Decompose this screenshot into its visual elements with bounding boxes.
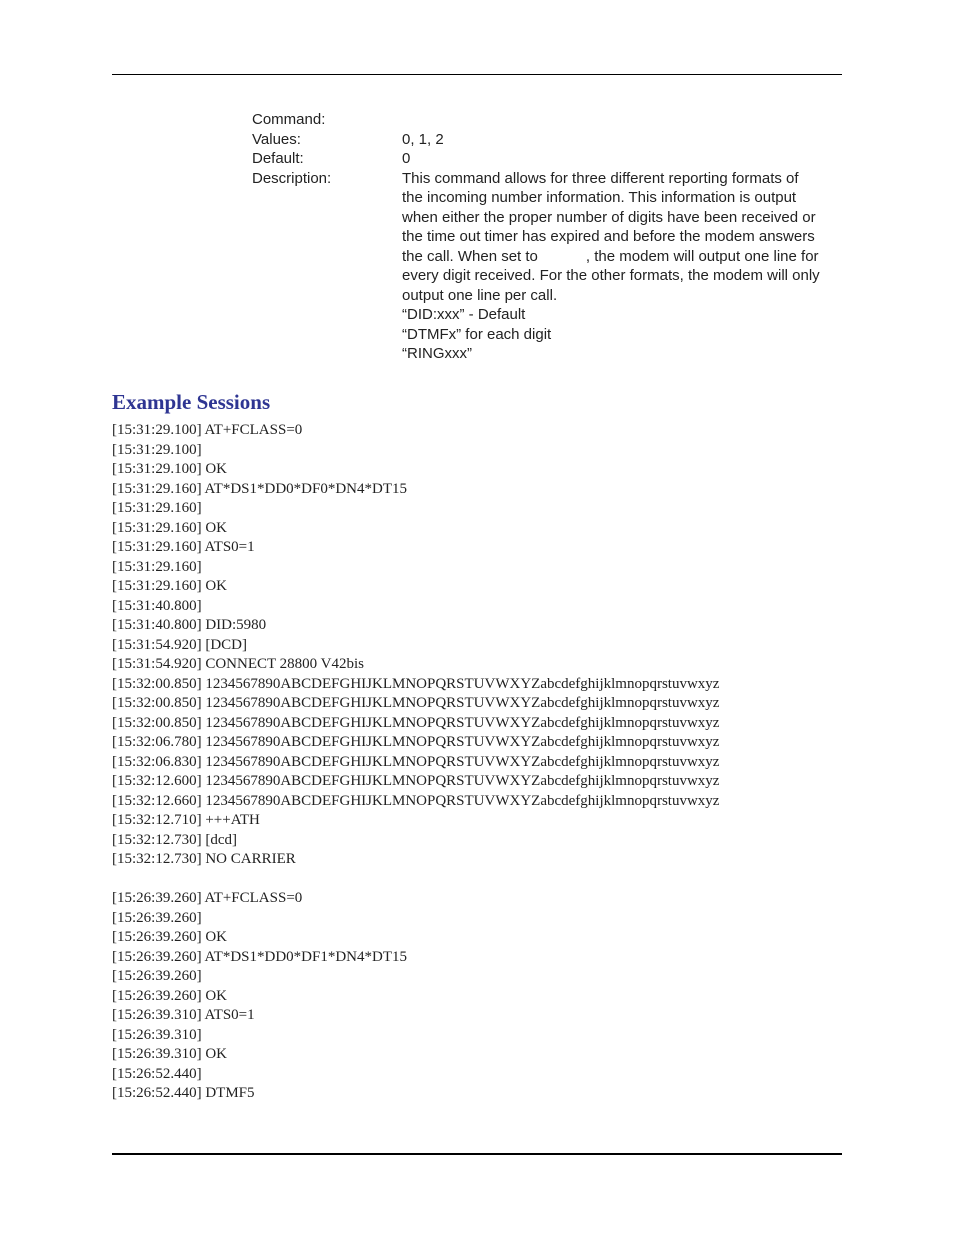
session-separator [112,870,719,890]
log-line: [15:31:40.800] [112,597,202,614]
values-row [252,130,852,150]
description-line: the time out timer has expired and before the modem answers [402,228,815,245]
header-rule [112,74,842,75]
footer-rule [112,1153,842,1155]
format-option: “DTMFx” for each digit [402,325,552,343]
command-value [402,110,842,130]
log-line: [15:31:29.100] AT+FCLASS=0 [112,422,303,438]
description-line: every digit received. For the other formats, the modem will only [402,267,820,284]
description-line: the incoming number information. This information is output [402,189,797,206]
default-value: 0 [402,150,411,167]
session-1 [112,421,719,870]
description-row [252,169,852,364]
log-line: [15:32:06.830] 1234567890ABCDEFGHIJKLMNOPQRSTUVWXYZabcdefghijklmnopqrstuvwxyz [112,753,720,770]
description-fragment: the call. When set to [402,247,538,265]
log-line: [15:31:29.100] OK [112,461,227,477]
description-text [402,169,842,364]
command-row [252,110,852,130]
command-parameters [252,110,852,364]
log-line: [15:26:52.440] [112,1065,202,1082]
log-line: [15:31:29.160] ATS0=1 [112,539,255,555]
command-label: Command: [252,111,326,128]
log-line: [15:26:39.310] ATS0=1 [112,1007,255,1023]
log-line: [15:26:39.260] OK [112,987,227,1004]
description-fragment: , the modem will output one line for [585,247,819,265]
values-label: Values: [252,130,301,148]
log-line: [15:26:39.310] [112,1026,202,1043]
default-label: Default: [252,150,304,167]
log-line: [15:32:00.850] 1234567890ABCDEFGHIJKLMNOPQRSTUVWXYZabcdefghijklmnopqrstuvwxyz [112,695,720,711]
description-line: when either the proper number of digits have been received or [402,208,816,226]
log-line: [15:31:29.160] [112,558,202,575]
section-heading: Example Sessions [112,390,271,414]
format-option: “DID:xxx” - Default [402,306,526,323]
log-line: [15:32:00.850] 1234567890ABCDEFGHIJKLMNOPQRSTUVWXYZabcdefghijklmnopqrstuvwxyz [112,675,720,692]
log-line: [15:26:39.260] AT*DS1*DD0*DF1*DN4*DT15 [112,948,408,965]
example-sessions-log [112,421,719,1104]
format-option: “RINGxxx” [402,345,472,362]
log-line: [15:32:06.780] 1234567890ABCDEFGHIJKLMNOPQRSTUVWXYZabcdefghijklmnopqrstuvwxyz [112,734,720,750]
log-line: [15:31:29.160] OK [112,578,227,594]
log-line: [15:32:12.600] 1234567890ABCDEFGHIJKLMNOPQRSTUVWXYZabcdefghijklmnopqrstuvwxyz [112,773,720,789]
description-line [402,247,842,267]
log-line: [15:31:29.160] AT*DS1*DD0*DF0*DN4*DT15 [112,480,408,497]
log-line: [15:26:39.260] OK [112,929,227,945]
log-line: [15:32:12.660] 1234567890ABCDEFGHIJKLMNOPQRSTUVWXYZabcdefghijklmnopqrstuvwxyz [112,792,720,809]
default-row [252,149,852,169]
session-2 [112,889,719,1104]
log-line: [15:32:12.730] [dcd] [112,831,237,848]
log-line: [15:32:00.850] 1234567890ABCDEFGHIJKLMNOPQRSTUVWXYZabcdefghijklmnopqrstuvwxyz [112,714,720,731]
log-line: [15:32:12.710] +++ATH [112,812,260,828]
log-line: [15:26:52.440] DTMF5 [112,1085,255,1101]
values-value: 0, 1, 2 [402,130,444,148]
log-line: [15:31:54.920] [DCD] [112,636,247,653]
log-line: [15:31:54.920] CONNECT 28800 V42bis [112,656,364,672]
log-line: [15:26:39.260] [112,909,202,926]
log-line: [15:31:40.800] DID:5980 [112,617,267,633]
log-line: [15:31:29.160] [112,500,202,516]
log-line: [15:32:12.730] NO CARRIER [112,851,296,867]
description-label: Description: [252,169,332,187]
log-line: [15:31:29.160] OK [112,519,227,536]
log-line: [15:26:39.260] [112,968,202,984]
log-line: [15:26:39.310] OK [112,1046,227,1062]
description-line: output one line per call. [402,286,558,304]
description-line: This command allows for three different reporting formats of [402,169,799,187]
log-line: [15:31:29.100] [112,441,202,458]
log-line: [15:26:39.260] AT+FCLASS=0 [112,890,303,906]
